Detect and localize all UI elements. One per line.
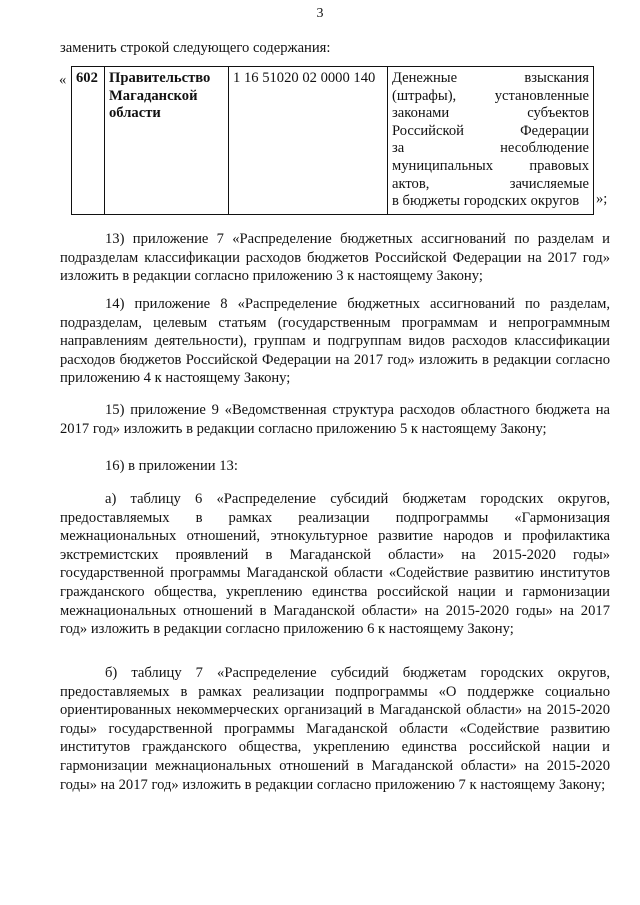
paragraph-item-14: 14) приложение 8 «Распределение бюджетных ассигнований по разделам, подразделам, целевым статьям (государственным программам и непрограммным направлениям деятельности), группам и подгруппам видов расходов классификации расходов бюджетов Российской Федерации на 2017 год» изложить в редакции согласно приложению 4 к настоящему Закону; [60, 296, 610, 387]
paragraph-item-13: 13) приложение 7 «Распределение бюджетных ассигнований по разделам и подразделам классификации расходов бюджетов Российской Федерации на 2017 год» изложить в редакции согласно приложению 3 к настоящему Закону; [60, 231, 610, 285]
description-line: (штрафы), установленные [392, 87, 589, 104]
paragraph-item-16: 16) в приложении 13: [105, 458, 238, 474]
description-line: в бюджеты городских округов [392, 193, 580, 210]
description-line: за несоблюдение [392, 140, 589, 157]
admin-code-cell: 602 [72, 67, 105, 215]
description-line: законами субъектов [392, 105, 589, 122]
paragraph-subitem-b: б) таблицу 7 «Распределение субсидий бюджетам городских округов, предоставляемых в рамках реализации подпрограммы «О поддержке социально ориентированных некоммерческих организаций в Магаданской области» на 2015-2020 годы» государственной программы Магаданской области «Содействие развитию институтов гражданского общества, укреплению единства российской нации и гармонизации межнациональных отношений в Магаданской области» на 2015-2020 годы» на 2017 год» изложить в редакции согласно приложению 7 к настоящему Закону; [60, 665, 610, 793]
description-line: актов, зачисляемые [392, 175, 589, 192]
paragraph-item-15: 15) приложение 9 «Ведомственная структура расходов областного бюджета на 2017 год» изложить в редакции согласно приложению 5 к настоящему Закону; [60, 402, 610, 437]
income-description-cell [388, 67, 594, 215]
admin-name-cell: Правительство Магаданской области [105, 67, 229, 215]
budget-code-cell: 1 16 51020 02 0000 140 [229, 67, 388, 215]
amendment-table [71, 66, 594, 215]
table-row [72, 67, 594, 215]
closing-quote: »; [596, 191, 608, 207]
description-line: Российской Федерации [392, 122, 589, 139]
page-number: 3 [316, 6, 324, 21]
intro-text: заменить строкой следующего содержания: [60, 40, 331, 56]
description-line: Денежные взыскания [392, 70, 589, 86]
description-line: муниципальных правовых [392, 157, 589, 174]
paragraph-subitem-a: а) таблицу 6 «Распределение субсидий бюджетам городских округов, предоставляемых в рамках реализации подпрограммы «Гармонизация межнациональных отношений, этнокультурное развитие народов и профилактика экстремистских проявлений в Магаданской области» на 2015-2020 годы» государственной программы Магаданской области «Содействие развитию институтов гражданского общества, укреплению единства российской нации и гармонизации межнациональных отношений в Магаданской области» на 2015-2020 годы» на 2017 год» изложить в редакции согласно приложению 6 к настоящему Закону; [60, 491, 610, 638]
opening-quote: « [59, 72, 67, 88]
